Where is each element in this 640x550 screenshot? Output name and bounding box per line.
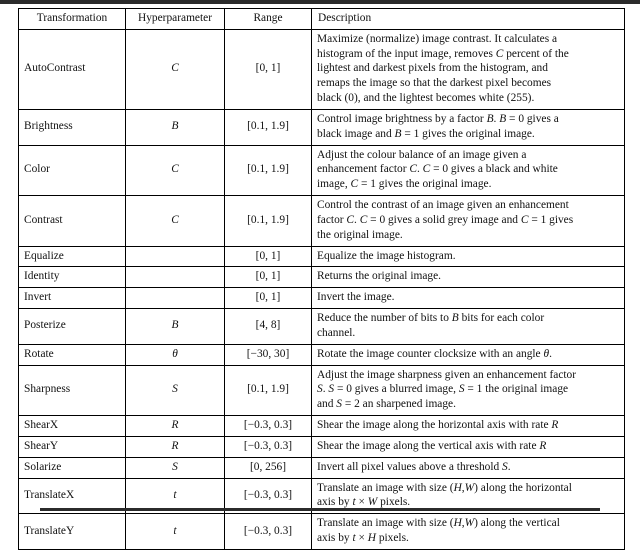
cell-range: [−0.3, 0.3]	[225, 416, 312, 437]
page-edge-top-artifact	[0, 0, 640, 4]
description-line: Reduce the number of bits to B bits for each color	[317, 312, 545, 325]
description-line: remaps the image so that the darkest pixel becomes	[317, 77, 552, 90]
cell-hyperparameter: S	[126, 457, 225, 478]
cell-hyperparameter: C	[126, 196, 225, 246]
cell-description	[312, 344, 625, 365]
cell-hyperparameter: C	[126, 145, 225, 195]
cell-description	[312, 109, 625, 145]
cell-hyperparameter: B	[126, 309, 225, 345]
cell-transformation: TranslateX	[19, 478, 126, 514]
table-row	[19, 196, 625, 246]
cell-transformation: ShearX	[19, 416, 126, 437]
table-row	[19, 109, 625, 145]
cell-transformation: Rotate	[19, 344, 126, 365]
cell-transformation: Sharpness	[19, 365, 126, 415]
cell-range: [−30, 30]	[225, 344, 312, 365]
cell-range: [0, 1]	[225, 29, 312, 109]
cell-transformation: Identity	[19, 267, 126, 288]
cell-description	[312, 267, 625, 288]
cell-description	[312, 365, 625, 415]
description-line: black image and B = 1 gives the original image.	[317, 127, 535, 140]
description-line: Control image brightness by a factor B. B = 0 gives a	[317, 112, 559, 125]
description-line: histogram of the input image, removes C percent of the	[317, 47, 569, 60]
table-header-row	[19, 9, 625, 30]
table-row	[19, 365, 625, 415]
description-line: Adjust the colour balance of an image given a	[317, 148, 527, 161]
description-line: Rotate the image counter clocksize with an angle θ.	[317, 347, 552, 360]
table-row	[19, 457, 625, 478]
augmentation-table-container	[18, 8, 624, 550]
cell-description	[312, 145, 625, 195]
table-row	[19, 416, 625, 437]
cell-description	[312, 514, 625, 550]
description-line: Control the contrast of an image given an enhancement	[317, 199, 569, 212]
column-header-range: Range	[225, 9, 312, 30]
description-line: S. S = 0 gives a blurred image, S = 1 the original image	[317, 383, 569, 396]
cell-transformation: Color	[19, 145, 126, 195]
cell-range: [−0.3, 0.3]	[225, 478, 312, 514]
cell-range: [0.1, 1.9]	[225, 196, 312, 246]
cell-hyperparameter: B	[126, 109, 225, 145]
cell-range: [0.1, 1.9]	[225, 109, 312, 145]
cell-transformation: Equalize	[19, 246, 126, 267]
cell-transformation: ShearY	[19, 436, 126, 457]
cell-range: [−0.3, 0.3]	[225, 514, 312, 550]
description-line: Translate an image with size (H,W) along the horizontal	[317, 481, 572, 494]
table-body	[19, 29, 625, 549]
cell-range: [0, 1]	[225, 288, 312, 309]
cell-hyperparameter: t	[126, 514, 225, 550]
cell-hyperparameter: R	[126, 416, 225, 437]
description-line: Invert the image.	[317, 291, 395, 304]
cell-description	[312, 196, 625, 246]
cell-description	[312, 29, 625, 109]
cell-range: [0, 1]	[225, 246, 312, 267]
table-row	[19, 436, 625, 457]
cell-range: [0, 1]	[225, 267, 312, 288]
cell-hyperparameter: t	[126, 478, 225, 514]
table-row	[19, 267, 625, 288]
cell-description	[312, 436, 625, 457]
cell-range: [0.1, 1.9]	[225, 365, 312, 415]
table-row	[19, 514, 625, 550]
cell-range: [−0.3, 0.3]	[225, 436, 312, 457]
cell-hyperparameter: R	[126, 436, 225, 457]
cell-description	[312, 416, 625, 437]
cell-transformation: Solarize	[19, 457, 126, 478]
description-line: and S = 2 an sharpened image.	[317, 398, 456, 411]
cell-transformation: TranslateY	[19, 514, 126, 550]
cell-hyperparameter: C	[126, 29, 225, 109]
cell-description	[312, 246, 625, 267]
cell-description	[312, 288, 625, 309]
cell-transformation: Posterize	[19, 309, 126, 345]
column-header-description: Description	[312, 9, 625, 30]
description-line: Returns the original image.	[317, 270, 442, 283]
description-line: axis by t × W pixels.	[317, 496, 411, 509]
description-line: enhancement factor C. C = 0 gives a black and white	[317, 163, 558, 176]
description-line: Equalize the image histogram.	[317, 249, 456, 262]
description-line: the original image.	[317, 228, 403, 241]
description-line: Translate an image with size (H,W) along the vertical	[317, 517, 560, 530]
table-row	[19, 344, 625, 365]
description-line: image, C = 1 gives the original image.	[317, 178, 492, 191]
cell-hyperparameter	[126, 246, 225, 267]
cell-range: [4, 8]	[225, 309, 312, 345]
table-header	[19, 9, 625, 30]
description-line: Adjust the image sharpness given an enhancement factor	[317, 368, 577, 381]
cell-transformation: Invert	[19, 288, 126, 309]
cell-hyperparameter: S	[126, 365, 225, 415]
augmentation-transformations-table	[18, 8, 625, 550]
cell-range: [0, 256]	[225, 457, 312, 478]
cell-hyperparameter	[126, 267, 225, 288]
description-line: factor C. C = 0 gives a solid grey image and C = 1 gives	[317, 213, 574, 226]
table-row	[19, 288, 625, 309]
column-header-hyperparameter: Hyperparameter	[126, 9, 225, 30]
description-line: black (0), and the lightest becomes white (255).	[317, 92, 535, 105]
description-line: Invert all pixel values above a threshold S.	[317, 460, 511, 473]
cell-transformation: AutoContrast	[19, 29, 126, 109]
cell-transformation: Contrast	[19, 196, 126, 246]
table-row	[19, 246, 625, 267]
cell-hyperparameter: θ	[126, 344, 225, 365]
column-header-transformation: Transformation	[19, 9, 126, 30]
table-row	[19, 309, 625, 345]
cell-transformation: Brightness	[19, 109, 126, 145]
description-line: lightest and darkest pixels from the histogram, and	[317, 62, 548, 75]
description-line: Shear the image along the vertical axis with rate R	[317, 439, 547, 452]
cell-description	[312, 457, 625, 478]
description-line: axis by t × H pixels.	[317, 532, 409, 545]
cell-range: [0.1, 1.9]	[225, 145, 312, 195]
table-row	[19, 145, 625, 195]
page-edge-bottom-artifact	[40, 508, 600, 511]
cell-hyperparameter	[126, 288, 225, 309]
cell-description	[312, 309, 625, 345]
description-line: Maximize (normalize) image contrast. It calculates a	[317, 32, 558, 45]
description-line: channel.	[317, 326, 356, 339]
table-row	[19, 29, 625, 109]
description-line: Shear the image along the horizontal axis with rate R	[317, 419, 559, 432]
